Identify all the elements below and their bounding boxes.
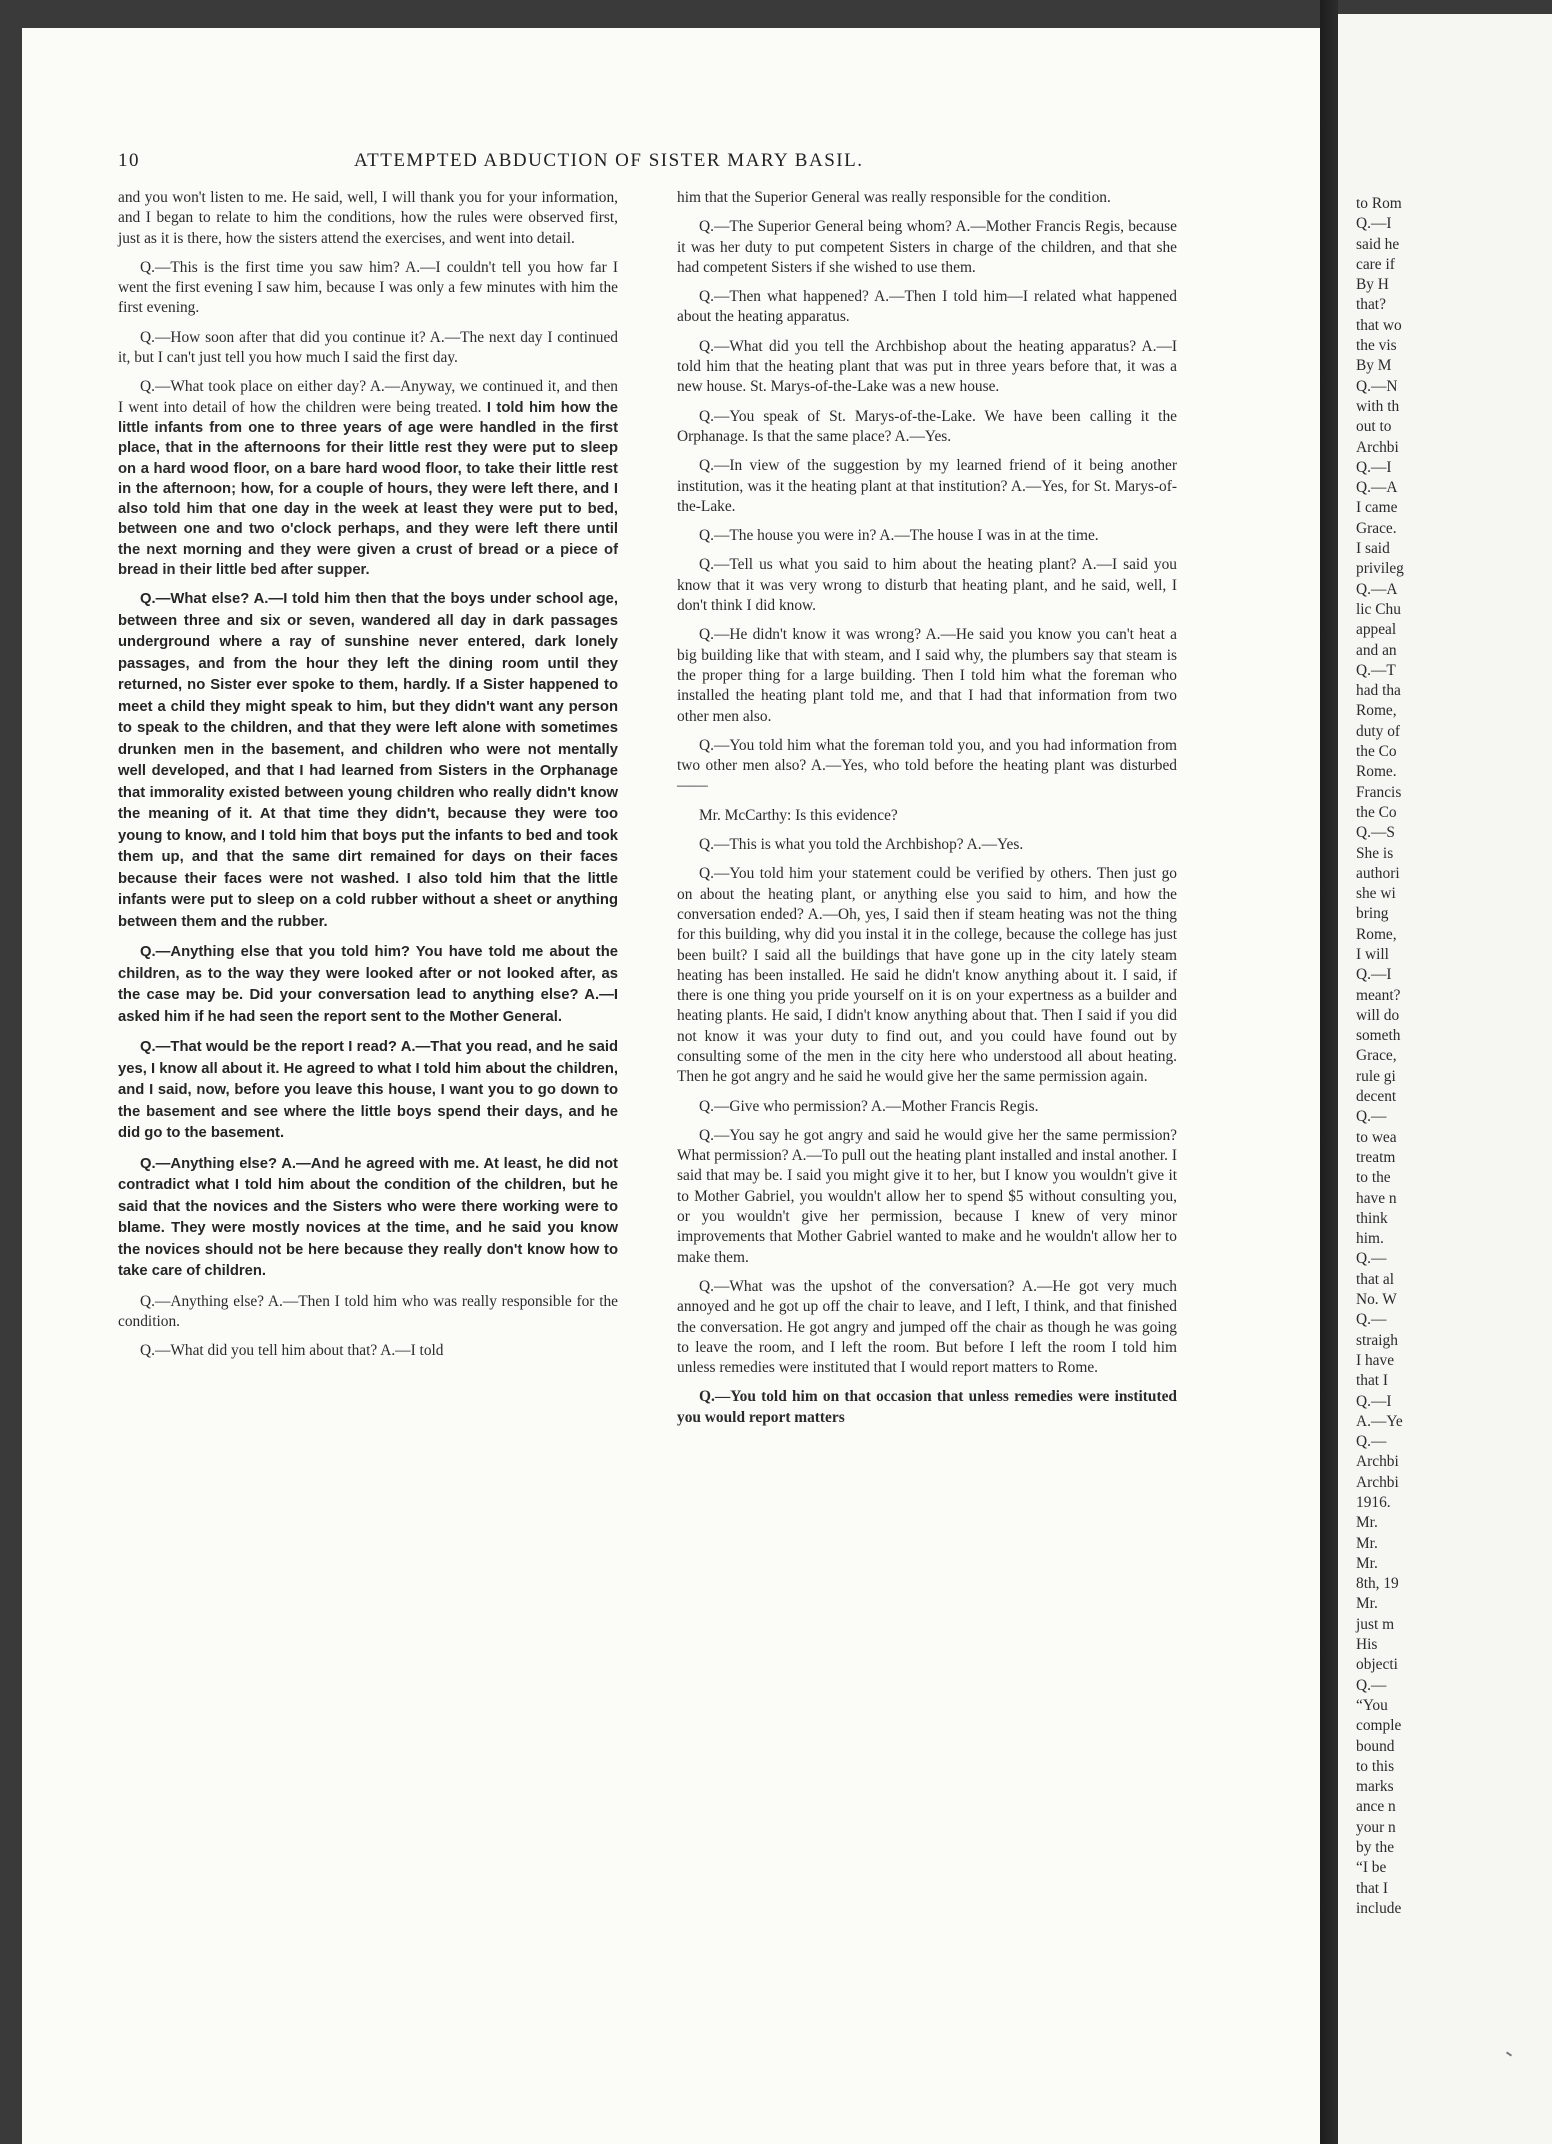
facing-page-line: the Co bbox=[1356, 743, 1397, 761]
facing-page-line: Archbi bbox=[1356, 438, 1399, 456]
facing-page-line: No. W bbox=[1356, 1291, 1397, 1309]
facing-page-line: that al bbox=[1356, 1270, 1395, 1288]
paragraph: Q.—What else? A.—I told him then that the boys under school age, between three and six or seven, wandered all day in dark passages underground where a ray of sunshine never entered, dark lonely passages, and from the hour they left the dining room until they returned, no Sister ever spoke to them, hardly. If a Sister happened to meet a child they might speak to him, but they didn't want any person to speak to the children, and that they were left alone with sometimes drunken men in the basement, and children who were not mentally well developed, and that I had learned from Sisters in the Orphanage that immorality existed between young children who really didn't know the meaning of it. At that time they didn't, because they were too young to know, and I told him that boys put the infants to bed and took them up, and that the same dirt remained for days on their faces because their faces were not washed. I also told him that the little infants were put to sleep on a cold rubber without a sheet or anything between them and the rubber. bbox=[118, 591, 618, 930]
facing-page-line: Rome, bbox=[1356, 702, 1397, 720]
running-title: ATTEMPTED ABDUCTION OF SISTER MARY BASIL. bbox=[354, 150, 864, 171]
paragraph: Q.—You told him your statement could be verified by others. Then just go on about the heating plant, or anything else you said to him, and how the conversation ended? A.—Oh, yes, I said then if steam heating was not the thing for this building, why did you instal it in the college, because the college has just been built? I said all the buildings that have gone up in the city lately steam heating has been installed. He said he didn't know anything about it. I said, if there is one thing you pride yourself on it is on your expertness as a builder and heating plants. He said, I didn't know anything about that. Then I said if you did not know it was your duty to find out, and you could have found out by consulting some of the men in the city here who understood all about heating. Then he got angry and he said he would give her the same permission again. bbox=[677, 865, 1177, 1086]
paragraph: him that the Superior General was really responsible for the condition. bbox=[677, 189, 1111, 206]
facing-page-line: care if bbox=[1356, 255, 1395, 273]
facing-page-line: Q.— bbox=[1356, 1676, 1387, 1694]
facing-page-line: Mr. bbox=[1356, 1595, 1378, 1613]
paragraph: Q.—In view of the suggestion by my learned friend of it being another institution, was it the heating plant at that institution? A.—Yes, for St. Marys-of-the-Lake. bbox=[677, 457, 1177, 515]
paragraph: Q.—He didn't know it was wrong? A.—He said you know you can't heat a big building like that with steam, and I said why, the plumbers say that steam is the proper thing for a large building. Then I told him what the foreman who installed the heating plant told me, and that I had that information from two other men also. bbox=[677, 626, 1177, 725]
left-text-column bbox=[118, 188, 618, 1371]
paragraph: Q.—Anything else that you told him? You have told me about the children, as to the way they were looked after or not looked after, as the case may be. Did your conversation lead to anything else? A.—I asked him if he had seen the report sent to the Mother General. bbox=[118, 944, 618, 1025]
paragraph: Q.—What was the upshot of the conversation? A.—He got very much annoyed and he got up off the chair to leave, and I left, I think, and that finished the conversation. He got angry and jumped off the chair as though he was going to leave the room, and I left the room. But before I left the room I told him unless remedies were instituted that I would report matters to Rome. bbox=[677, 1277, 1177, 1377]
facing-page-line: Q.—A bbox=[1356, 580, 1398, 598]
facing-page-line: Q.—S bbox=[1356, 824, 1395, 842]
facing-page-line: She is bbox=[1356, 844, 1394, 862]
facing-page-line: I came bbox=[1356, 499, 1398, 517]
facing-page-line: Q.—I bbox=[1356, 458, 1392, 476]
facing-page-line: Q.— bbox=[1356, 1250, 1387, 1268]
facing-page-line: appeal bbox=[1356, 621, 1397, 639]
facing-page-line: Q.— bbox=[1356, 1433, 1387, 1451]
paragraph: Q.—How soon after that did you continue it? A.—The next day I continued it, but I can't just tell you how much I said the first day. bbox=[118, 328, 618, 367]
facing-page-line: I will bbox=[1356, 945, 1389, 963]
paragraph: Q.—You say he got angry and said he would give her the same permission? What permission? A.—To pull out the heating plant installed and instal another. I said that may be. I said you might give it to her, but I know you wouldn't give it to Mother Gabriel, you wouldn't allow her to spend $5 without consulting you, or you wouldn't give her permission, because I knew of very minor improvements that Mother Gabriel wanted to make and he wouldn't allow her to make them. bbox=[677, 1126, 1177, 1266]
facing-page bbox=[1338, 14, 1552, 2144]
facing-page-line: authori bbox=[1356, 864, 1400, 882]
facing-page-line: Rome, bbox=[1356, 925, 1397, 943]
paragraph: Q.—Anything else? A.—Then I told him who was really responsible for the condition. bbox=[118, 1292, 618, 1331]
facing-page-line: Q.— bbox=[1356, 1311, 1387, 1329]
facing-page-line: comple bbox=[1356, 1717, 1402, 1735]
facing-page-line: Rome. bbox=[1356, 763, 1397, 781]
facing-page-line: that I bbox=[1356, 1879, 1389, 1897]
facing-page-line: to wea bbox=[1356, 1128, 1397, 1146]
facing-page-line: A.—Ye bbox=[1356, 1412, 1403, 1430]
facing-page-line: objecti bbox=[1356, 1656, 1398, 1674]
paragraph: Q.—Give who permission? A.—Mother Francis Regis. bbox=[699, 1097, 1039, 1115]
paragraph: Q.—This is the first time you saw him? A.—I couldn't tell you how far I went the first evening I saw him, because I was only a few minutes with him the first evening. bbox=[118, 258, 618, 317]
paragraph: Q.—You told him on that occasion that unless remedies were instituted you would report matters bbox=[677, 1388, 1177, 1426]
facing-page-line: bound bbox=[1356, 1737, 1395, 1755]
facing-page-line: Mr. bbox=[1356, 1554, 1378, 1572]
facing-page-line: to the bbox=[1356, 1169, 1391, 1187]
facing-page-line: have n bbox=[1356, 1189, 1397, 1207]
facing-page-line: ance n bbox=[1356, 1798, 1396, 1816]
book-spine bbox=[1320, 0, 1338, 2144]
paragraph: Q.—The house you were in? A.—The house I was in at the time. bbox=[699, 527, 1099, 545]
facing-page-line: His bbox=[1356, 1636, 1378, 1654]
facing-page-line: that? bbox=[1356, 296, 1386, 314]
facing-page-line: I said bbox=[1356, 540, 1390, 558]
facing-page-line: and an bbox=[1356, 641, 1397, 659]
paragraph: Q.—You speak of St. Marys-of-the-Lake. We have been calling it the Orphanage. Is that the same place? A.—Yes. bbox=[677, 407, 1177, 445]
facing-page-line: Q.—N bbox=[1356, 377, 1398, 395]
facing-page-line: Archbi bbox=[1356, 1473, 1399, 1491]
paragraph: and you won't listen to me. He said, well, I will thank you for your information, and I began to relate to him the conditions, how the rules were observed first, just as it is there, how the sisters attend the exercises, and went into detail. bbox=[118, 189, 618, 247]
paragraph: Q.—What did you tell him about that? A.—I told bbox=[140, 1342, 444, 1360]
facing-page-line: Q.— bbox=[1356, 1108, 1387, 1126]
facing-page-line: 1916. bbox=[1356, 1494, 1391, 1511]
facing-page-line: Q.—I bbox=[1356, 215, 1392, 233]
facing-page-line: I have bbox=[1356, 1351, 1395, 1369]
facing-page-line: marks bbox=[1356, 1778, 1394, 1796]
facing-page-line: “I be bbox=[1356, 1859, 1387, 1877]
paragraph: Q.—The Superior General being whom? A.—Mother Francis Regis, because it was her duty to put competent Sisters in charge of the children, and that she had competent Sisters if she wished to use them. bbox=[677, 218, 1177, 276]
paragraph: Q.—Then what happened? A.—Then I told him—I related what happened about the heating apparatus. bbox=[677, 288, 1177, 326]
facing-page-line: 8th, 19 bbox=[1356, 1575, 1399, 1593]
facing-page-line: Q.—A bbox=[1356, 479, 1398, 497]
paragraph-bold-text: I told him how the little infants from one to three years of age were handled in the first place, that in the afternoons for their little rest they were put to sleep on a hard wood floor, on a bare hard wood floor, to take their little rest in the afternoon; how, for a couple of hours, they were left there, and I also told him that one day in the week at least they were put to bed, between one and two o'clock perhaps, and they were left there until the next morning and they were given a crust of bread or a piece of bread in their little bed after supper. bbox=[118, 399, 618, 579]
right-text-column bbox=[677, 188, 1177, 1437]
facing-page-line: include bbox=[1356, 1899, 1402, 1917]
facing-page-line: the vis bbox=[1356, 337, 1397, 355]
paragraph: Q.—Tell us what you said to him about the heating plant? A.—I said you know that it was very wrong to disturb that heating plant, and he said, well, I don't think I did know. bbox=[677, 556, 1177, 615]
paragraph: Q.—This is what you told the Archbishop? A.—Yes. bbox=[699, 836, 1024, 854]
facing-page-line: will do bbox=[1356, 1006, 1400, 1024]
facing-page-line: someth bbox=[1356, 1027, 1401, 1045]
page-number: 10 bbox=[118, 150, 140, 171]
facing-page-line: Grace. bbox=[1356, 519, 1397, 537]
facing-page-line: By M bbox=[1356, 357, 1392, 375]
facing-page-line: Q.—T bbox=[1356, 661, 1396, 679]
facing-page-line: Francis bbox=[1356, 783, 1402, 801]
facing-page-line: rule gi bbox=[1356, 1067, 1396, 1085]
paragraph: Q.—What did you tell the Archbishop about the heating apparatus? A.—I told him that the heating plant that was put in three years before that, it was a new house. St. Marys-of-the-Lake was a new house. bbox=[677, 337, 1177, 396]
facing-page-line: said he bbox=[1356, 235, 1400, 253]
facing-page-line: decent bbox=[1356, 1088, 1397, 1106]
facing-page-line: to this bbox=[1356, 1757, 1395, 1775]
facing-page-line: him. bbox=[1356, 1230, 1384, 1248]
facing-page-line: “You bbox=[1356, 1696, 1388, 1714]
facing-page-line: Archbi bbox=[1356, 1453, 1399, 1471]
facing-page-line: bring bbox=[1356, 905, 1389, 923]
paragraph: Q.—That would be the report I read? A.—That you read, and he said yes, I know all about it. He agreed to what I told him about the children, and I said, now, before you leave this house, I want you to go down to the basement and see where the little boys spend their days, and he did go to the basement. bbox=[118, 1039, 618, 1142]
paragraph: Q.—You told him what the foreman told you, and you had information from two other men also? A.—Yes, who told before the heating plant was disturbed—— bbox=[677, 736, 1177, 795]
facing-page-line: Mr. bbox=[1356, 1534, 1378, 1552]
paragraph bbox=[118, 377, 618, 580]
facing-page-line: duty of bbox=[1356, 722, 1401, 740]
facing-page-line: the Co bbox=[1356, 803, 1397, 821]
facing-page-line: think bbox=[1356, 1209, 1388, 1227]
facing-page-line: Mr. bbox=[1356, 1514, 1378, 1532]
facing-page-line: had tha bbox=[1356, 682, 1401, 700]
facing-page-line: meant? bbox=[1356, 986, 1401, 1004]
facing-page-line: Q.—I bbox=[1356, 966, 1392, 984]
facing-page-line: out to bbox=[1356, 418, 1392, 436]
facing-page-line: By H bbox=[1356, 276, 1389, 294]
paragraph-lead-text: Q.—What took place on either day? A.—Anyway, we continued it, and then I went into detail of how the children were being treated. bbox=[118, 378, 618, 416]
paragraph: Q.—Anything else? A.—And he agreed with me. At least, he did not contradict what I told him about the condition of the children, but he said that the novices and the Sisters who were there working were to blame. They were mostly novices at the time, and he said you know the novices should not be here because they really don't know how to take care of children. bbox=[118, 1155, 618, 1280]
facing-page-line: just m bbox=[1356, 1615, 1395, 1633]
facing-page-line: that I bbox=[1356, 1372, 1389, 1390]
facing-page-line: straigh bbox=[1356, 1331, 1398, 1349]
facing-page-line: privileg bbox=[1356, 560, 1404, 578]
facing-page-line: with th bbox=[1356, 397, 1400, 415]
facing-page-line: by the bbox=[1356, 1839, 1395, 1857]
facing-page-line: to Rom bbox=[1356, 195, 1402, 212]
facing-page-line: your n bbox=[1356, 1818, 1396, 1836]
facing-page-line: she wi bbox=[1356, 885, 1396, 903]
facing-page-fragments bbox=[1356, 194, 1404, 1919]
facing-page-line: that wo bbox=[1356, 316, 1402, 334]
facing-page-line: Q.—I bbox=[1356, 1392, 1392, 1410]
facing-page-line: treatm bbox=[1356, 1148, 1396, 1166]
facing-page-line: Grace, bbox=[1356, 1047, 1397, 1065]
facing-page-line: lic Chu bbox=[1356, 600, 1401, 618]
paragraph: Mr. McCarthy: Is this evidence? bbox=[699, 806, 898, 824]
